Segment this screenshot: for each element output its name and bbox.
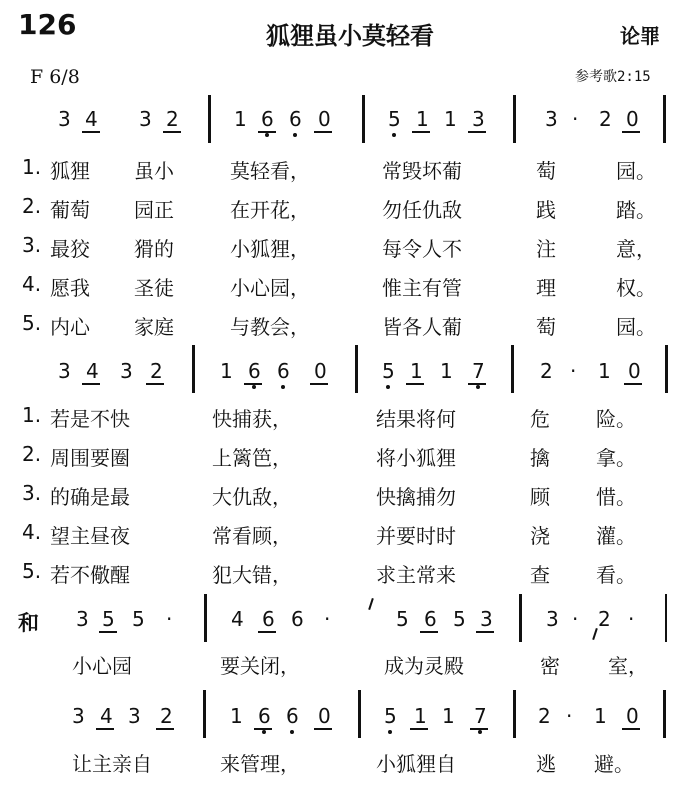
beam — [476, 631, 494, 633]
chorus-label: 和 — [18, 611, 39, 635]
note: 6 — [289, 108, 302, 130]
barline — [203, 690, 206, 738]
beam — [622, 131, 640, 133]
beam — [314, 728, 332, 730]
note: · — [572, 107, 579, 131]
note: 3 — [472, 107, 485, 131]
lyric: 大仇敌， — [212, 485, 292, 509]
note: 6 — [261, 108, 274, 130]
barline — [355, 345, 358, 393]
lyric: 皆各人葡 — [382, 315, 462, 339]
key-signature: F 6/8 — [30, 66, 80, 88]
author-signature: 论罪 — [620, 24, 660, 48]
lyric: 快擒捕勿 — [376, 485, 456, 509]
note: 4 — [86, 359, 99, 383]
beam — [314, 131, 332, 133]
note: 5 — [384, 705, 397, 727]
lyric: 并要时时 — [376, 524, 456, 548]
breath-mark — [592, 628, 598, 640]
breath-mark — [368, 598, 374, 610]
lyric: 若是不快 — [50, 407, 130, 431]
note: 2 — [160, 704, 173, 728]
lyric: 小心园， — [230, 276, 310, 300]
lyric: 看。 — [596, 563, 636, 587]
hymn-number: 126 — [18, 8, 77, 41]
verse-number: 4. — [22, 272, 42, 296]
lyric: 查 — [530, 563, 550, 587]
note: 3 — [128, 704, 141, 728]
note: 1 — [442, 704, 455, 728]
note: 7 — [472, 360, 485, 382]
barline — [362, 95, 365, 143]
lyric: 将小狐狸 — [376, 446, 456, 470]
beam — [310, 383, 328, 385]
note: 3 — [76, 607, 89, 631]
lyric: 践 — [536, 198, 556, 222]
note: 6 — [258, 705, 271, 727]
note: 2 — [150, 359, 163, 383]
lyric: 葡萄 — [50, 198, 90, 222]
note: 3 — [58, 107, 71, 131]
note: 0 — [318, 107, 331, 131]
lyric: 踏。 — [616, 198, 656, 222]
lyric: 小狐狸， — [230, 237, 310, 261]
note: · — [324, 607, 331, 631]
lyric: 让主亲自 — [72, 752, 152, 776]
note: · — [570, 359, 577, 383]
note: · — [166, 607, 173, 631]
note: 0 — [628, 359, 641, 383]
beam — [258, 631, 276, 633]
lyric: 与教会， — [230, 315, 310, 339]
lyric: 莫轻看， — [230, 159, 310, 183]
note: 1 — [598, 359, 611, 383]
lyric: 上篱笆， — [212, 446, 292, 470]
lyric: 浇 — [530, 524, 550, 548]
note: 5 — [396, 607, 409, 631]
lyric: 家庭 — [134, 315, 174, 339]
verse-number: 3. — [22, 481, 42, 505]
lyric: 小狐狸自 — [376, 752, 456, 776]
barline — [519, 594, 522, 642]
lyric: 来管理， — [220, 752, 300, 776]
note: 2 — [599, 107, 612, 131]
lyric: 常看顾， — [212, 524, 292, 548]
lyric: 勿任仇敌 — [382, 198, 462, 222]
lyric: 意， — [616, 237, 656, 261]
lyric: 擒 — [530, 446, 550, 470]
lyric: 注 — [536, 237, 556, 261]
note: 3 — [139, 107, 152, 131]
note: 0 — [626, 107, 639, 131]
verse-number: 5. — [22, 311, 42, 335]
note: · — [628, 607, 635, 631]
note: 4 — [231, 607, 244, 631]
lyric: 结果将何 — [376, 407, 456, 431]
beam — [156, 728, 174, 730]
barline — [511, 345, 514, 393]
lyric: 避。 — [594, 752, 634, 776]
barline — [358, 690, 361, 738]
lyric: 萄 — [536, 315, 556, 339]
lyric: 惟主有管 — [382, 276, 462, 300]
lyric: 的确是最 — [50, 485, 130, 509]
note: 3 — [120, 359, 133, 383]
beam — [420, 631, 438, 633]
lyric: 园。 — [616, 315, 656, 339]
beam — [258, 131, 276, 133]
lyric: 拿。 — [596, 446, 636, 470]
note: 3 — [480, 607, 493, 631]
note: 6 — [248, 360, 261, 382]
lyric: 常毁坏葡 — [382, 159, 462, 183]
lyric: 求主常来 — [376, 563, 456, 587]
verse-number: 5. — [22, 559, 42, 583]
beam — [622, 728, 640, 730]
note: 2 — [166, 107, 179, 131]
note: 6 — [424, 607, 437, 631]
note: 1 — [410, 359, 423, 383]
barline — [513, 690, 516, 738]
beam — [468, 131, 486, 133]
note: 6 — [277, 360, 290, 382]
note: 2 — [598, 607, 611, 631]
lyric: 犯大错， — [212, 563, 292, 587]
note: 1 — [230, 704, 243, 728]
lyric: 要关闭， — [220, 654, 300, 678]
barline — [663, 690, 666, 738]
lyric: 成为灵殿 — [384, 654, 464, 678]
lyric: 危 — [530, 407, 550, 431]
lyric: 园。 — [616, 159, 656, 183]
note: 5 — [102, 607, 115, 631]
note: 6 — [291, 607, 304, 631]
lyric: 周围要圈 — [50, 446, 130, 470]
lyric: 望主昼夜 — [50, 524, 130, 548]
note: 0 — [318, 704, 331, 728]
lyric: 萄 — [536, 159, 556, 183]
note: 5 — [132, 607, 145, 631]
note: 3 — [58, 359, 71, 383]
lyric: 猾的 — [134, 237, 174, 261]
barline — [204, 594, 207, 642]
verse-number: 3. — [22, 233, 42, 257]
barline — [665, 594, 667, 642]
note: 0 — [314, 359, 327, 383]
scripture-reference: 参考歌2:15 — [575, 69, 651, 85]
beam — [468, 383, 486, 385]
note: 2 — [540, 359, 553, 383]
note: 5 — [382, 360, 395, 382]
beam — [244, 383, 262, 385]
lyric: 险。 — [596, 407, 636, 431]
note: 3 — [546, 607, 559, 631]
beam — [410, 728, 428, 730]
lyric: 园正 — [134, 198, 174, 222]
lyric: 小心园 — [72, 654, 132, 678]
note: 4 — [100, 704, 113, 728]
note: 7 — [474, 705, 487, 727]
note: 1 — [416, 107, 429, 131]
beam — [96, 728, 114, 730]
hymn-title: 狐狸虽小莫轻看 — [266, 22, 434, 50]
verse-number: 4. — [22, 520, 42, 544]
note: 4 — [85, 107, 98, 131]
verse-number: 2. — [22, 194, 42, 218]
lyric: 愿我 — [50, 276, 90, 300]
note: 1 — [594, 704, 607, 728]
beam — [254, 728, 272, 730]
lyric: 权。 — [616, 276, 656, 300]
note: 0 — [626, 704, 639, 728]
beam — [146, 383, 164, 385]
note: 1 — [220, 359, 233, 383]
lyric: 密 — [540, 654, 560, 678]
beam — [470, 728, 488, 730]
lyric: 灌。 — [596, 524, 636, 548]
barline — [663, 95, 666, 143]
verse-number: 1. — [22, 155, 42, 179]
lyric: 惜。 — [596, 485, 636, 509]
lyric: 快捕获， — [212, 407, 292, 431]
note: 1 — [440, 359, 453, 383]
barline — [208, 95, 211, 143]
lyric: 虽小 — [134, 159, 174, 183]
beam — [624, 383, 642, 385]
lyric: 若不儆醒 — [50, 563, 130, 587]
lyric: 每令人不 — [382, 237, 462, 261]
beam — [99, 631, 117, 633]
lyric: 内心 — [50, 315, 90, 339]
note: 1 — [414, 704, 427, 728]
beam — [163, 131, 181, 133]
verse-number: 1. — [22, 403, 42, 427]
lyric: 最狡 — [50, 237, 90, 261]
lyric: 在开花， — [230, 198, 310, 222]
note: 3 — [545, 107, 558, 131]
note: · — [566, 704, 573, 728]
note: 1 — [444, 107, 457, 131]
lyric: 圣徒 — [134, 276, 174, 300]
note: 6 — [286, 705, 299, 727]
lyric: 逃 — [536, 752, 556, 776]
beam — [82, 383, 100, 385]
lyric: 室， — [608, 654, 648, 678]
lyric: 狐狸 — [50, 159, 90, 183]
note: 3 — [72, 704, 85, 728]
beam — [406, 383, 424, 385]
note: 2 — [538, 704, 551, 728]
note: 5 — [388, 108, 401, 130]
lyric: 理 — [536, 276, 556, 300]
note: · — [572, 607, 579, 631]
barline — [192, 345, 195, 393]
beam — [412, 131, 430, 133]
lyric: 顾 — [530, 485, 550, 509]
note: 1 — [234, 107, 247, 131]
verse-number: 2. — [22, 442, 42, 466]
barline — [665, 345, 668, 393]
barline — [513, 95, 516, 143]
note: 5 — [453, 607, 466, 631]
note: 6 — [262, 607, 275, 631]
beam — [82, 131, 100, 133]
